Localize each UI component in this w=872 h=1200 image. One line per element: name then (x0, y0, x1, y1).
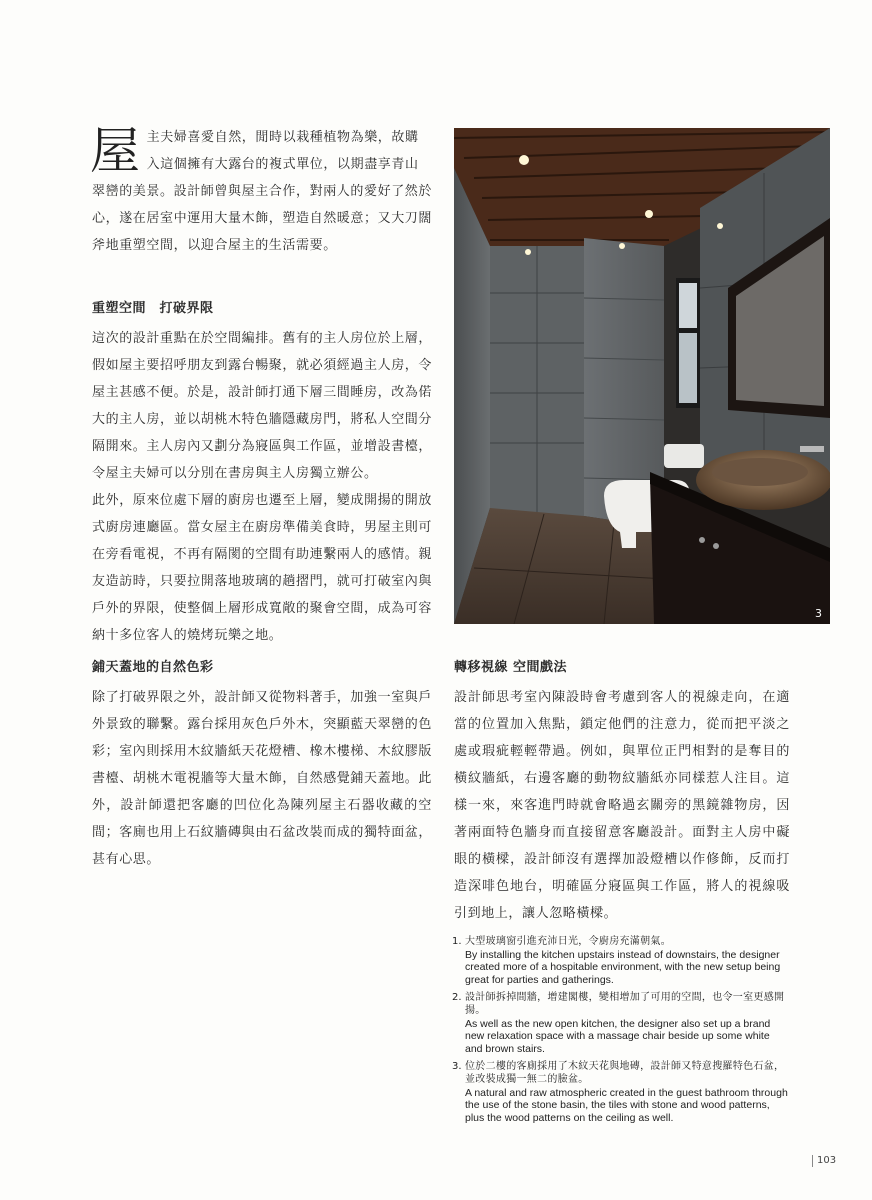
caption-number: 1. (452, 936, 462, 947)
section1-paragraph-2: 此外，原來位處下層的廚房也遷至上層，變成開揚的開放式廚房連廳區。當女屋主在廚房準備美食時，男屋主則可在旁看電視，不再有隔閡的空間有助連繫兩人的感情。親友造訪時，只要拉開落地玻璃的趟摺門，就可打破室內與戶外的界限，使整個上層形成寬敞的聚會空間，成為可容納十多位客人的燒烤玩樂之地。 (92, 493, 433, 643)
intro-paragraph (92, 124, 432, 259)
section1-paragraph-1: 這次的設計重點在於空間編排。舊有的主人房位於上層，假如屋主要招呼朋友到露台暢聚，就必須經過主人房，令屋主甚感不便。於是，設計師打通下層三間睡房，改為偌大的主人房，並以胡桃木特色牆隱藏房門，將私人空間分隔開來。主人房內又劃分為寢區與工作區，並增設書檯，令屋主夫婦可以分別在書房與主人房獨立辦公。 (92, 331, 433, 481)
page-number: 103 (812, 1155, 836, 1167)
drop-cap: 屋 (90, 122, 141, 180)
bathroom-illustration (454, 128, 830, 624)
section-heading-restructure: 重塑空間 打破界限 (92, 301, 214, 316)
caption-chinese: 設計師拆掉間牆，增建閣樓，變相增加了可用的空間，也令一室更感開揚。 (465, 992, 785, 1016)
section-heading-shift-view: 轉移視線 空間戲法 (454, 660, 568, 675)
caption-2 (452, 992, 790, 1055)
intro-text: 主夫婦喜愛自然，閒時以栽種植物為樂，故購入這個擁有大露台的複式單位，以期盡享青山翠巒的美景。設計師曾與屋主合作，對兩人的愛好了然於心，遂在居室中運用大量木飾，塑造自然暖意；又大刀闊斧地重塑空間，以迎合屋主的生活需要。 (92, 130, 433, 253)
section2-paragraph-1: 除了打破界限之外，設計師又從物料著手，加強一室與戶外景致的聯繫。露台採用灰色戶外木，突顯藍天翠巒的色彩；室內則採用木紋牆紙天花燈槽、橡木樓梯、木紋膠版書檯、胡桃木電視牆等大量木飾，自然感覺鋪天蓋地。此外，設計師還把客廳的凹位化為陳列屋主石器收藏的空間；客廁也用上石紋牆磚與由石盆改裝而成的獨特面盆，甚有心思。 (92, 690, 433, 867)
caption-3 (452, 1061, 790, 1124)
section-heading-natural-colors: 鋪天蓋地的自然色彩 (92, 660, 214, 675)
left-column (92, 124, 432, 649)
caption-chinese: 大型玻璃窗引進充沛日光，令廚房充滿朝氣。 (465, 936, 671, 947)
caption-english: By installing the kitchen upstairs instead of downstairs, the designer created more of a hospitable environment, with the new setup being great for parties and gatherings. (465, 948, 781, 986)
photo-captions (452, 936, 790, 1130)
section3-block (454, 658, 790, 927)
caption-english: As well as the new open kitchen, the designer also set up a brand new relaxation space with a massage chair beside up some white and brown stairs. (465, 1017, 771, 1055)
caption-chinese: 位於二樓的客廁採用了木紋天花與地磚，設計師又特意搜羅特色石盆，並改裝成獨一無二的臉盆。 (465, 1061, 785, 1085)
caption-1 (452, 936, 790, 986)
caption-number: 2. (452, 992, 462, 1004)
photo-number: 3 (815, 607, 822, 620)
bathroom-photo (454, 128, 830, 624)
caption-english: A natural and raw atmospheric created in the guest bathroom through the use of the stone basin, the tiles with stone and wood patterns, plus the wood patterns on the ceiling as well. (465, 1086, 788, 1124)
section2-block (92, 658, 432, 873)
caption-number: 3. (452, 1061, 462, 1073)
section3-paragraph-1: 設計師思考室內陳設時會考慮到客人的視線走向，在適當的位置加入焦點，鎖定他們的注意力，從而把平淡之處或瑕疵輕輕帶過。例如，與單位正門相對的是奪目的橫紋牆紙，右邊客廳的動物紋牆紙亦同樣惹人注目。這樣一來，來客進門時就會略過玄關旁的黑鏡雜物房，因著兩面特色牆身而直接留意客廳設計。面對主人房中礙眼的橫樑，設計師沒有選擇加設燈槽以作修飾，反而打造深啡色地台，明確區分寢區與工作區，將人的視線吸引到地上，讓人忽略橫樑。 (454, 690, 790, 921)
